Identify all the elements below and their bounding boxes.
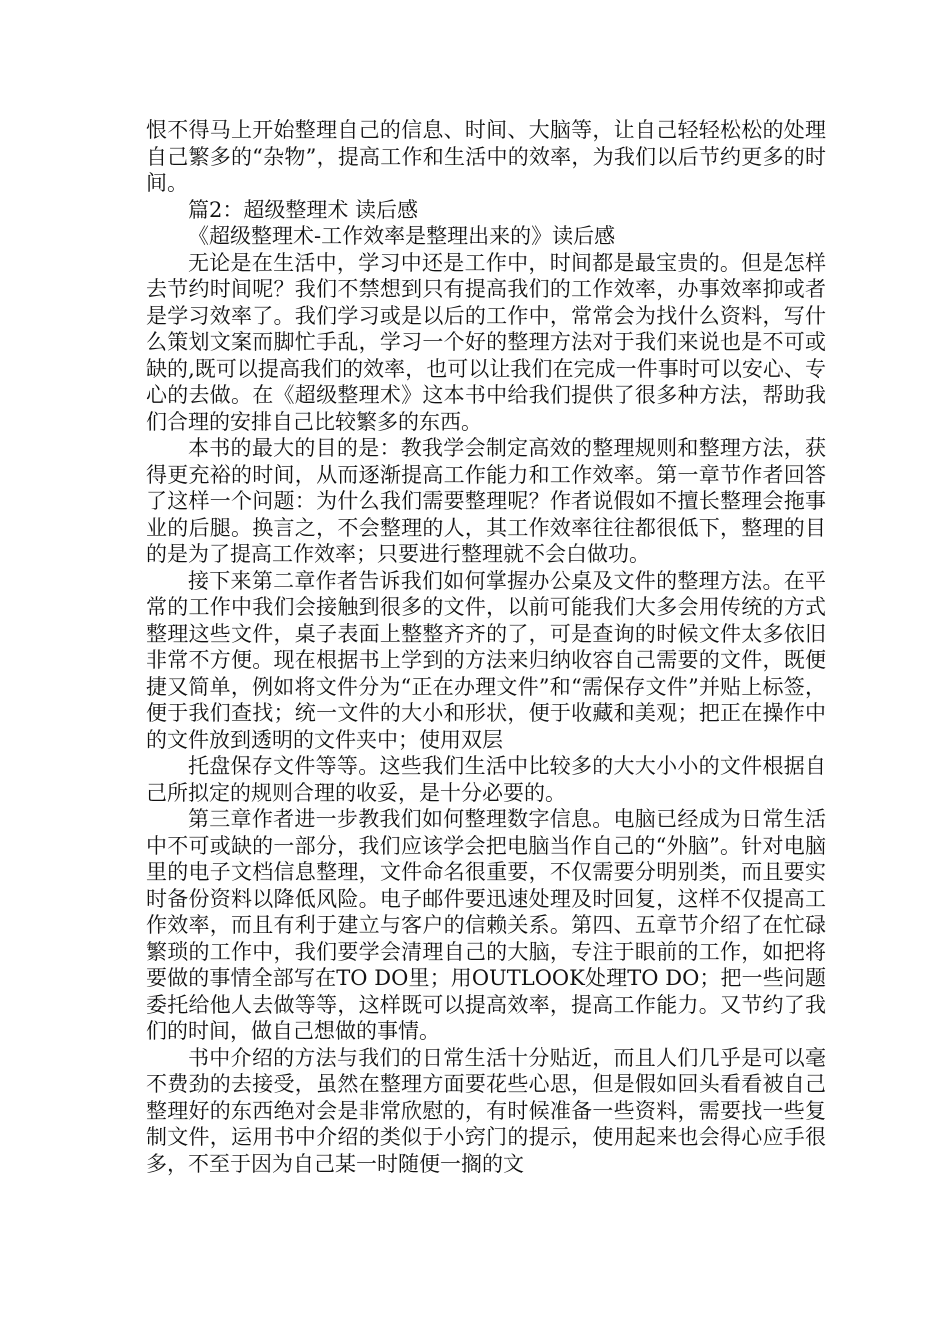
paragraph-chapter-three: 第三章作者进一步教我们如何整理数字信息。电脑已经成为日常生活中不可或缺的一部分，我们应该学会把电脑当作自己的“外脑”。针对电脑里的电子文档信息整理，文件命名很重要，不仅需要分明别类，而且要实时备份资料以降低风险。电子邮件要迅速处理及时回复，这样不仅提高工作效率，而且有利于建立与客户的信赖关系。第四、五章节介绍了在忙碌繁琐的工作中，我们要学会清理自己的大脑，专注于眼前的工作，如把将要做的事情全部写在TO DO里；用OUTLOOK处理TO DO；把一些问题委托给他人去做等等，这样既可以提高效率，提高工作能力。又节约了我们的时间，做自己想做的事情。 — [146, 807, 826, 1043]
paragraph-book-purpose: 本书的最大的目的是：教我学会制定高效的整理规则和整理方法，获得更充裕的时间，从而逐渐提高工作能力和工作效率。第一章节作者回答了这样一个问题：为什么我们需要整理呢？作者说假如不擅长整理会拖事业的后腿。换言之，不会整理的人，其工作效率往往都很低下，整理的目的是为了提高工作效率；只要进行整理就不会白做功。 — [146, 436, 826, 566]
paragraph-conclusion: 书中介绍的方法与我们的日常生活十分贴近，而且人们几乎是可以毫不费劲的去接受，虽然在整理方面要花些心思，但是假如回头看看被自己整理好的东西绝对会是非常欣慰的，有时候准备一些资料，需要找一些复制文件，运用书中介绍的类似于小窍门的提示，使用起来也会得心应手很多，不至于因为自己某一时随便一搁的文 — [146, 1045, 826, 1176]
article-title: 《超级整理术-工作效率是整理出来的》读后感 — [188, 224, 616, 248]
section-heading: 篇2：超级整理术 读后感 — [188, 197, 419, 222]
paragraph-chapter-two: 接下来第二章作者告诉我们如何掌握办公桌及文件的整理方法。在平常的工作中我们会接触到很多的文件，以前可能我们大多会用传统的方式整理这些文件，桌子表面上整整齐齐的了，可是查询的时候文件太多依旧非常不方便。现在根据书上学到的方法来归纳收容自己需要的文件，既便捷又简单，例如将文件分为“正在办理文件”和“需保存文件”并贴上标签，便于我们查找；统一文件的大小和形状，便于收藏和美观；把正在操作中的文件放到透明的文件夹中；使用双层 — [146, 568, 826, 752]
paragraph-intro: 无论是在生活中，学习中还是工作中，时间都是最宝贵的。但是怎样去节约时间呢？我们不禁想到只有提高我们的工作效率，办事效率抑或者是学习效率了。我们学习或是以后的工作中，常常会为找什么资料，写什么策划文案而脚忙手乱，学习一个好的整理方法对于我们来说也是不可或缺的,既可以提高我们的效率，也可以让我们在完成一件事时可以安心、专心的去做。在《超级整理术》这本书中给我们提供了很多种方法，帮助我们合理的安排自己比较繁多的东西。 — [146, 250, 826, 434]
document-body — [146, 117, 826, 1177]
paragraph-chapter-two-cont: 托盘保存文件等等。这些我们生活中比较多的大大小小的文件根据自己所拟定的规则合理的收妥，是十分必要的。 — [146, 754, 826, 805]
paragraph-continuation: 恨不得马上开始整理自己的信息、时间、大脑等，让自己轻轻松松的处理自己繁多的“杂物”，提高工作和生活中的效率，为我们以后节约更多的时间。 — [146, 118, 826, 195]
